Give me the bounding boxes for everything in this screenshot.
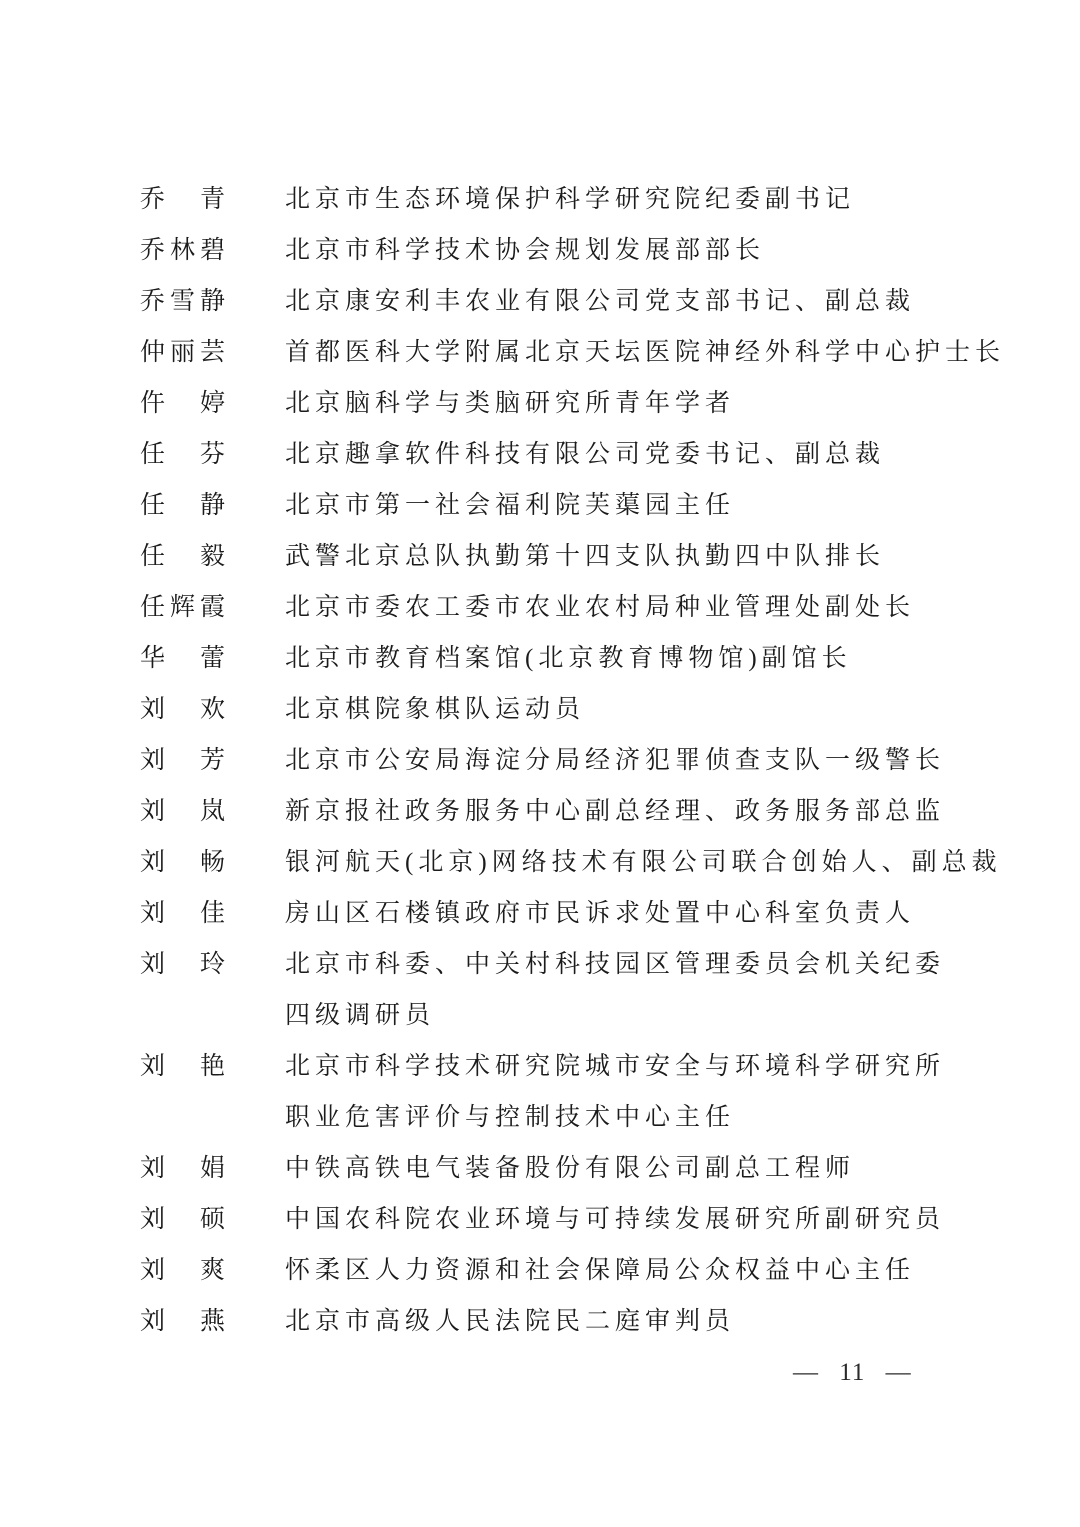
entry-description-line: 房山区石楼镇政府市民诉求处置中心科室负责人 (285, 900, 916, 927)
entry-name: 任 芬 (140, 441, 231, 468)
page-number: — 11 — (793, 1359, 912, 1386)
entry-description-line: 北京市生态环境保护科学研究院纪委副书记 (285, 186, 856, 213)
entry-name: 刘 硕 (140, 1206, 231, 1233)
list-item (140, 939, 1005, 1041)
entry-name: 乔 青 (140, 186, 231, 213)
entry-name: 刘 燕 (140, 1308, 231, 1335)
list-item (140, 582, 1005, 633)
list-item (140, 480, 1005, 531)
entry-name: 乔雪静 (140, 288, 231, 315)
honoree-list (140, 174, 1005, 1347)
list-item (140, 888, 1005, 939)
entry-description (285, 429, 885, 480)
list-item (140, 1194, 1005, 1245)
entry-description (285, 531, 885, 582)
entry-description-line: 怀柔区人力资源和社会保障局公众权益中心主任 (285, 1257, 916, 1284)
entry-description-line: 北京棋院象棋队运动员 (285, 696, 586, 723)
list-item (140, 786, 1005, 837)
entry-description-line: 北京市第一社会福利院芙蕖园主任 (285, 492, 736, 519)
entry-description (285, 1143, 855, 1194)
entry-description (285, 888, 915, 939)
entry-description-line: 北京市科学技术协会规划发展部部长 (285, 237, 766, 264)
entry-description-line: 北京市委农工委市农业农村局种业管理处副处长 (285, 594, 916, 621)
list-item (140, 276, 1005, 327)
entry-description (285, 480, 735, 531)
entry-name: 刘 畅 (140, 849, 231, 876)
entry-description (285, 1041, 945, 1143)
entry-description-line: 四级调研员 (285, 1002, 436, 1029)
list-item (140, 684, 1005, 735)
list-item (140, 1041, 1005, 1143)
entry-name: 刘 玲 (140, 951, 231, 978)
entry-description (285, 225, 765, 276)
entry-description-line: 武警北京总队执勤第十四支队执勤四中队排长 (285, 543, 886, 570)
entry-description (285, 735, 945, 786)
entry-name: 刘 佳 (140, 900, 231, 927)
list-item (140, 531, 1005, 582)
entry-description (285, 174, 855, 225)
entry-description-line: 中国农科院农业环境与可持续发展研究所副研究员 (285, 1206, 946, 1233)
list-item (140, 1245, 1005, 1296)
entry-name: 刘 欢 (140, 696, 231, 723)
entry-description (285, 378, 735, 429)
entry-name: 华 蕾 (140, 645, 231, 672)
entry-name: 刘 芳 (140, 747, 231, 774)
entry-name: 刘 岚 (140, 798, 231, 825)
entry-name: 任 毅 (140, 543, 231, 570)
entry-description (285, 939, 945, 1041)
entry-description-line: 北京市科委、中关村科技园区管理委员会机关纪委 (285, 951, 946, 978)
entry-description-line: 北京市高级人民法院民二庭审判员 (285, 1308, 736, 1335)
entry-description-line: 中铁高铁电气装备股份有限公司副总工程师 (285, 1155, 856, 1182)
entry-description (285, 786, 945, 837)
entry-description-line: 北京市教育档案馆(北京教育博物馆)副馆长 (285, 645, 852, 672)
entry-name: 仲丽芸 (140, 339, 231, 366)
entry-description-line: 新京报社政务服务中心副总经理、政务服务部总监 (285, 798, 946, 825)
list-item (140, 429, 1005, 480)
entry-description-line: 银河航天(北京)网络技术有限公司联合创始人、副总裁 (285, 849, 1002, 876)
entry-description (285, 633, 852, 684)
entry-description (285, 582, 915, 633)
list-item (140, 1143, 1005, 1194)
list-item (140, 174, 1005, 225)
entry-description (285, 1194, 945, 1245)
entry-name: 任辉霞 (140, 594, 231, 621)
list-item (140, 378, 1005, 429)
entry-description (285, 276, 915, 327)
list-item (140, 1296, 1005, 1347)
entry-name: 乔林碧 (140, 237, 231, 264)
entry-name: 任 静 (140, 492, 231, 519)
list-item (140, 225, 1005, 276)
entry-description (285, 684, 585, 735)
list-item (140, 633, 1005, 684)
list-item (140, 327, 1005, 378)
entry-description-line: 北京市公安局海淀分局经济犯罪侦查支队一级警长 (285, 747, 946, 774)
entry-description (285, 837, 1002, 888)
entry-description (285, 327, 1005, 378)
entry-description-line: 北京康安利丰农业有限公司党支部书记、副总裁 (285, 288, 916, 315)
entry-description-line: 北京市科学技术研究院城市安全与环境科学研究所 (285, 1053, 946, 1080)
entry-name: 刘 爽 (140, 1257, 231, 1284)
list-item (140, 735, 1005, 786)
entry-description-line: 职业危害评价与控制技术中心主任 (285, 1104, 736, 1131)
entry-description-line: 首都医科大学附属北京天坛医院神经外科学中心护士长 (285, 339, 1006, 366)
list-item (140, 837, 1005, 888)
entry-name: 仵 婷 (140, 390, 231, 417)
entry-name: 刘 娟 (140, 1155, 231, 1182)
entry-description (285, 1296, 735, 1347)
entry-description-line: 北京趣拿软件科技有限公司党委书记、副总裁 (285, 441, 886, 468)
entry-description-line: 北京脑科学与类脑研究所青年学者 (285, 390, 736, 417)
entry-description (285, 1245, 915, 1296)
entry-name: 刘 艳 (140, 1053, 231, 1080)
